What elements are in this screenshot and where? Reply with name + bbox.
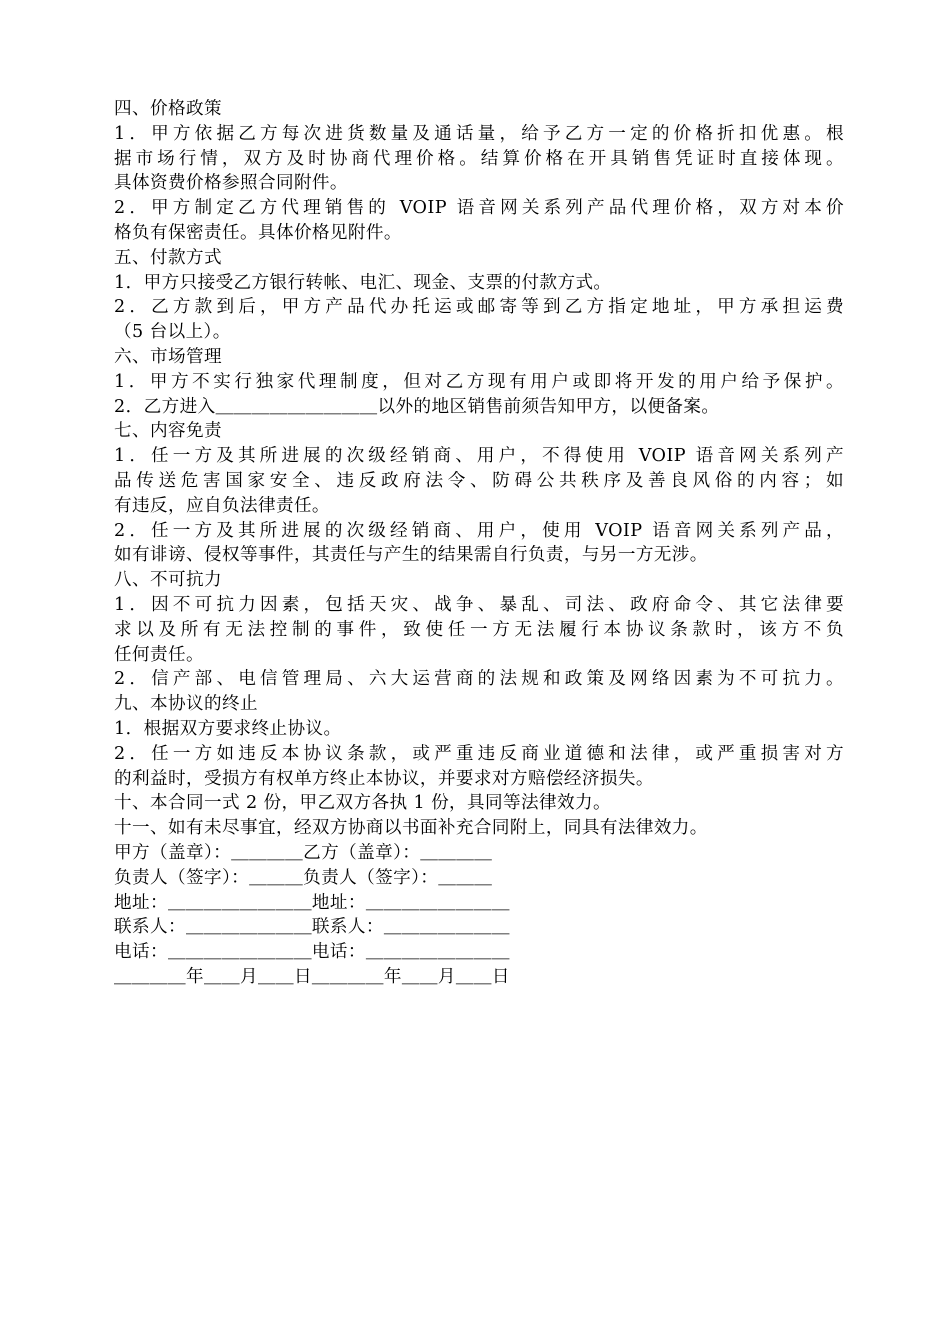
text-line: 有违反，应自负法律责任。 <box>114 495 330 516</box>
text-line: 2．乙方进入＿＿＿＿＿＿＿＿＿以外的地区销售前须告知甲方，以便备案。 <box>114 396 720 417</box>
text-line: 1．甲方依据乙方每次进货数量及通话量，给予乙方一定的价格折扣优惠。根 <box>114 123 844 144</box>
text-line: 如有诽谤、侵权等事件，其责任与产生的结果需自行负责，与另一方无涉。 <box>114 545 708 566</box>
text-line: （5 台以上）。 <box>114 322 231 343</box>
signature-line: 甲方（盖章）：＿＿＿＿乙方（盖章）：＿＿＿＿ <box>114 842 493 863</box>
text-line: 2．乙方款到后，甲方产品代办托运或邮寄等到乙方指定地址，甲方承担运费 <box>114 297 844 318</box>
signature-line: 电话：＿＿＿＿＿＿＿＿电话：＿＿＿＿＿＿＿＿ <box>114 942 510 963</box>
signature-block <box>114 841 844 990</box>
text-line: 七、内容免责 <box>114 421 222 442</box>
text-line: 1．因不可抗力因素，包括天灾、战争、暴乱、司法、政府命令、其它法律要 <box>114 594 844 615</box>
text-line: 九、本协议的终止 <box>114 694 258 715</box>
text-line: 格负有保密责任。具体价格见附件。 <box>114 222 402 243</box>
text-line: 据市场行情，双方及时协商代理价格。结算价格在开具销售凭证时直接体现。 <box>114 148 844 169</box>
text-line: 八、不可抗力 <box>114 570 222 591</box>
text-line: 品传送危害国家安全、违反政府法令、防碍公共秩序及善良风俗的内容；如 <box>114 470 844 491</box>
text-line: 十、本合同一式 2 份，甲乙双方各执 1 份，具同等法律效力。 <box>114 793 612 814</box>
text-line: 十一、如有未尽事宜，经双方协商以书面补充合同附上，同具有法律效力。 <box>114 818 708 839</box>
signature-line: 地址：＿＿＿＿＿＿＿＿地址：＿＿＿＿＿＿＿＿ <box>114 892 510 913</box>
text-line: 任何责任。 <box>114 644 204 665</box>
text-line: 1．甲方不实行独家代理制度，但对乙方现有用户或即将开发的用户给予保护。 <box>114 371 844 392</box>
text-line: 六、市场管理 <box>114 346 222 367</box>
text-line: 1．甲方只接受乙方银行转帐、电汇、现金、支票的付款方式。 <box>114 272 612 293</box>
signature-line: 负责人（签字）：＿＿＿负责人（签字）：＿＿＿ <box>114 867 493 888</box>
text-line: 的利益时，受损方有权单方终止本协议，并要求对方赔偿经济损失。 <box>114 768 654 789</box>
text-line: 2．信产部、电信管理局、六大运营商的法规和政策及网络因素为不可抗力。 <box>114 669 844 690</box>
signature-line: ＿＿＿＿年＿＿月＿＿日＿＿＿＿年＿＿月＿＿日 <box>114 966 510 987</box>
signature-line: 联系人：＿＿＿＿＿＿＿联系人：＿＿＿＿＿＿＿ <box>114 917 510 938</box>
text-line: 具体资费价格参照合同附件。 <box>114 173 348 194</box>
document-lines <box>114 97 844 841</box>
text-line: 四、价格政策 <box>114 99 222 119</box>
text-line: 1．任一方及其所进展的次级经销商、用户，不得使用 VOIP 语音网关系列产 <box>114 446 844 467</box>
text-line: 2．甲方制定乙方代理销售的 VOIP 语音网关系列产品代理价格，双方对本价 <box>114 198 844 219</box>
text-line: 求以及所有无法控制的事件，致使任一方无法履行本协议条款时，该方不负 <box>114 619 844 640</box>
text-line: 五、付款方式 <box>114 247 222 268</box>
text-line: 2．任一方如违反本协议条款，或严重违反商业道德和法律，或严重损害对方 <box>114 743 844 764</box>
text-line: 2．任一方及其所进展的次级经销商、用户，使用 VOIP 语音网关系列产品， <box>114 520 844 541</box>
document-body <box>114 97 844 990</box>
text-line: 1．根据双方要求终止协议。 <box>114 718 342 739</box>
